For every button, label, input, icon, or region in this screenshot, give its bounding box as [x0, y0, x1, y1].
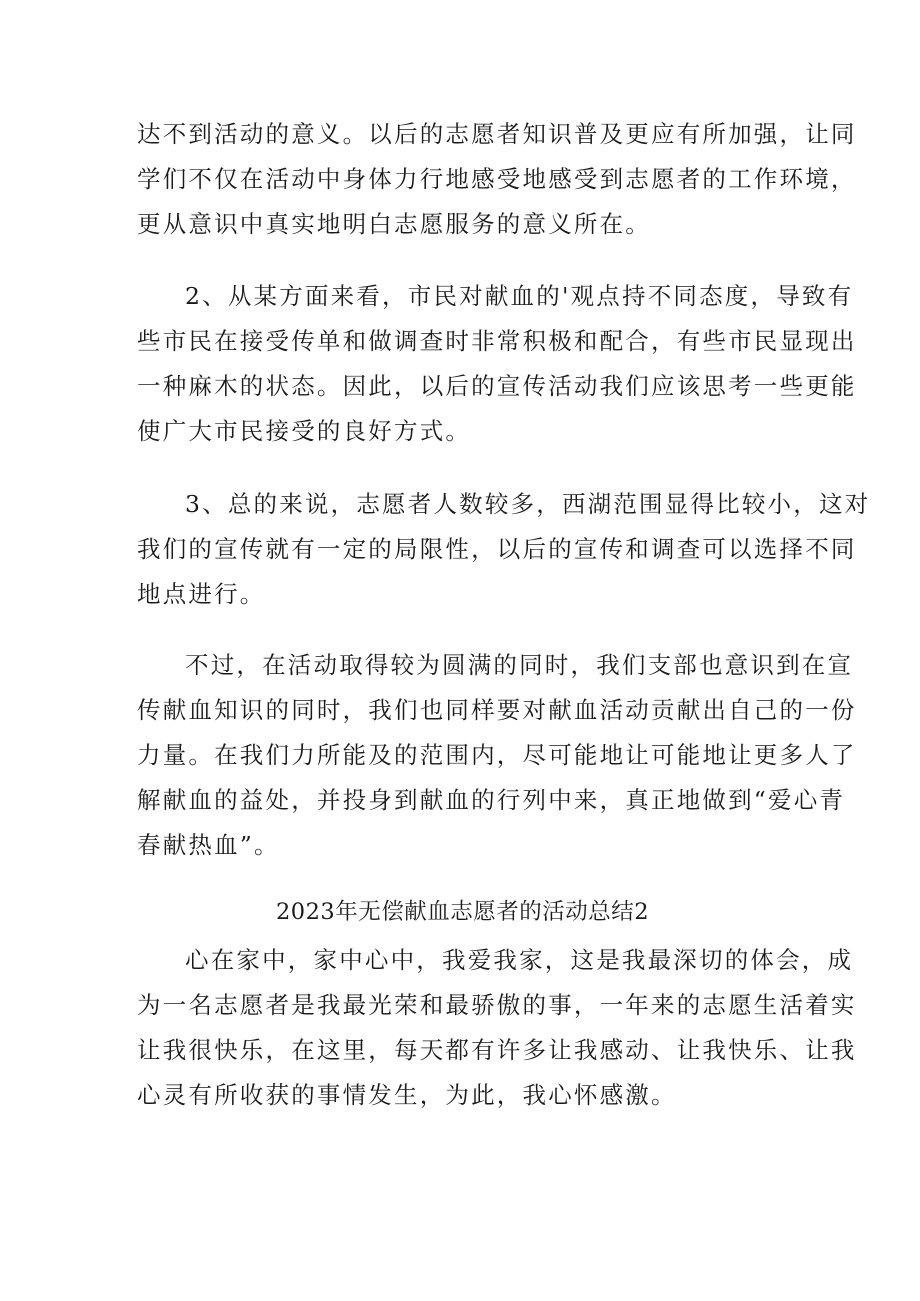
paragraph-point-2 — [137, 274, 857, 454]
text-line: 为一名志愿者是我最光荣和最骄傲的事，一年来的志愿生活着实 — [137, 991, 857, 1019]
text-line: 春献热血”。 — [137, 831, 280, 859]
text-line: 让我很快乐，在这里，每天都有许多让我感动、让我快乐、让我 — [137, 1036, 857, 1064]
paragraph-conclusion-intro — [137, 112, 857, 247]
text-line: 使广大市民接受的良好方式。 — [137, 417, 472, 445]
section-title: 2023年无偿献血志愿者的活动总结2 — [275, 899, 650, 925]
text-line: 传献血知识的同时，我们也同样要对献血活动贡献出自己的一份 — [137, 696, 857, 724]
text-line: 心在家中，家中心中，我爱我家，这是我最深切的体会，成 — [185, 946, 854, 974]
text-line: 更从意识中真实地明白志愿服务的意义所在。 — [137, 210, 651, 238]
text-line: 2、从某方面来看，市民对献血的'观点持不同态度，导致有 — [185, 282, 854, 310]
text-line: 学们不仅在活动中身体力行地感受地感受到志愿者的工作环境， — [137, 165, 857, 193]
paragraph-point-3 — [137, 482, 871, 617]
text-line: 心灵有所收获的事情发生，为此，我心怀感激。 — [137, 1081, 677, 1109]
text-line: 不过，在活动取得较为圆满的同时，我们支部也意识到在宣 — [185, 651, 854, 679]
text-line: 些市民在接受传单和做调查时非常积极和配合，有些市民显现出 — [137, 327, 857, 355]
paragraph-summary-2-intro — [137, 938, 857, 1118]
text-line: 一种麻木的状态。因此，以后的宣传活动我们应该思考一些更能 — [137, 372, 857, 400]
text-line: 达不到活动的意义。以后的志愿者知识普及更应有所加强，让同 — [137, 120, 857, 148]
text-line: 力量。在我们力所能及的范围内，尽可能地让可能地让更多人了 — [137, 741, 857, 769]
paragraph-however — [137, 643, 857, 868]
text-line: 解献血的益处，并投身到献血的行列中来，真正地做到“爱心青 — [137, 786, 846, 814]
text-line: 我们的宣传就有一定的局限性，以后的宣传和调查可以选择不同 — [137, 535, 857, 563]
text-line: 地点进行。 — [137, 580, 266, 608]
text-line: 3、总的来说，志愿者人数较多，西湖范围显得比较小，这对 — [185, 490, 871, 518]
